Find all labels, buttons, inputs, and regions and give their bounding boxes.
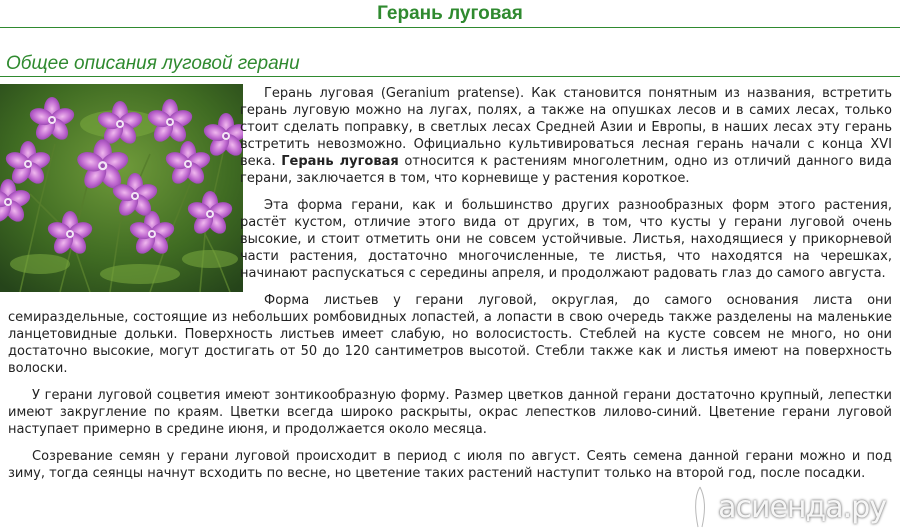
section-heading: Общее описания луговой герани — [6, 53, 300, 74]
title-divider — [0, 27, 900, 28]
paragraph-1-bold: Герань луговая — [281, 154, 399, 169]
watermark-icon — [686, 485, 714, 529]
paragraph-4: У герани луговой соцветия имеют зонтикообразную форму. Размер цветков данной герани достаточно крупный, лепестки имеют закругление по краям. Цветки всегда широко раскрыты, окрас лепестков лилово-синий. Цветение герани луговой наступает примерно в средине июня, и продолжается около месяца. — [8, 388, 892, 437]
paragraph-2: Эта форма герани, как и большинство других разнообразных форм этого растения, растёт кустом, отличие этого вида от других, в том, что кусты у герани луговой очень высокие, и стоит отметить они не совсем устойчивые. Листья, находящиеся у прикорневой части растения, достаточно многочисленные, те листья, что находятся на черешках, начинают распускаться с середины апреля, и продолжают радовать глаз до самого августа. — [240, 198, 892, 281]
page-title: Герань луговая — [377, 3, 523, 24]
article-body — [8, 85, 892, 492]
paragraph-1-text-b: относится к растениям многолетним, одно из отличий данного вида герани, заключается в том, что корневище у растения короткое. — [240, 154, 892, 186]
watermark: асиенда.ру — [718, 490, 886, 525]
section-divider — [0, 76, 900, 77]
paragraph-1-text-a: Герань луговая (Geranium pratense). Как становится понятным из названия, встретить герань луговую можно на лугах, полях, а также на опушках лесов и в самих лесах, только стоит сделать поправку, в светлых лесах Средней Азии и Европы, в наших лесах эту герань встретить невозможно. Официально культивироваться лесная герань начали с конца XVI века. — [240, 86, 892, 169]
paragraph-3: Форма листьев у герани луговой, округлая, до самого основания листа они семираздельные, состоящие из небольших ромбовидных лопастей, а лопасти в свою очередь также разделены на маленькие ланцетовидные дольки. Поверхность листьев имеет слабую, но волосистость. Стеблей на кусте совсем не много, но они достаточно высокие, могут достигать от 50 до 120 сантиметров высотой. Стебли также как и листья имеют на поверхность волоски. — [8, 293, 892, 376]
paragraph-5: Созревание семян у герани луговой происходит в период с июля по август. Сеять семена данной герани можно и под зиму, тогда сеянцы начнут всходить по весне, но цветение таких растений наступит только на второй год, после посадки. — [8, 449, 892, 481]
